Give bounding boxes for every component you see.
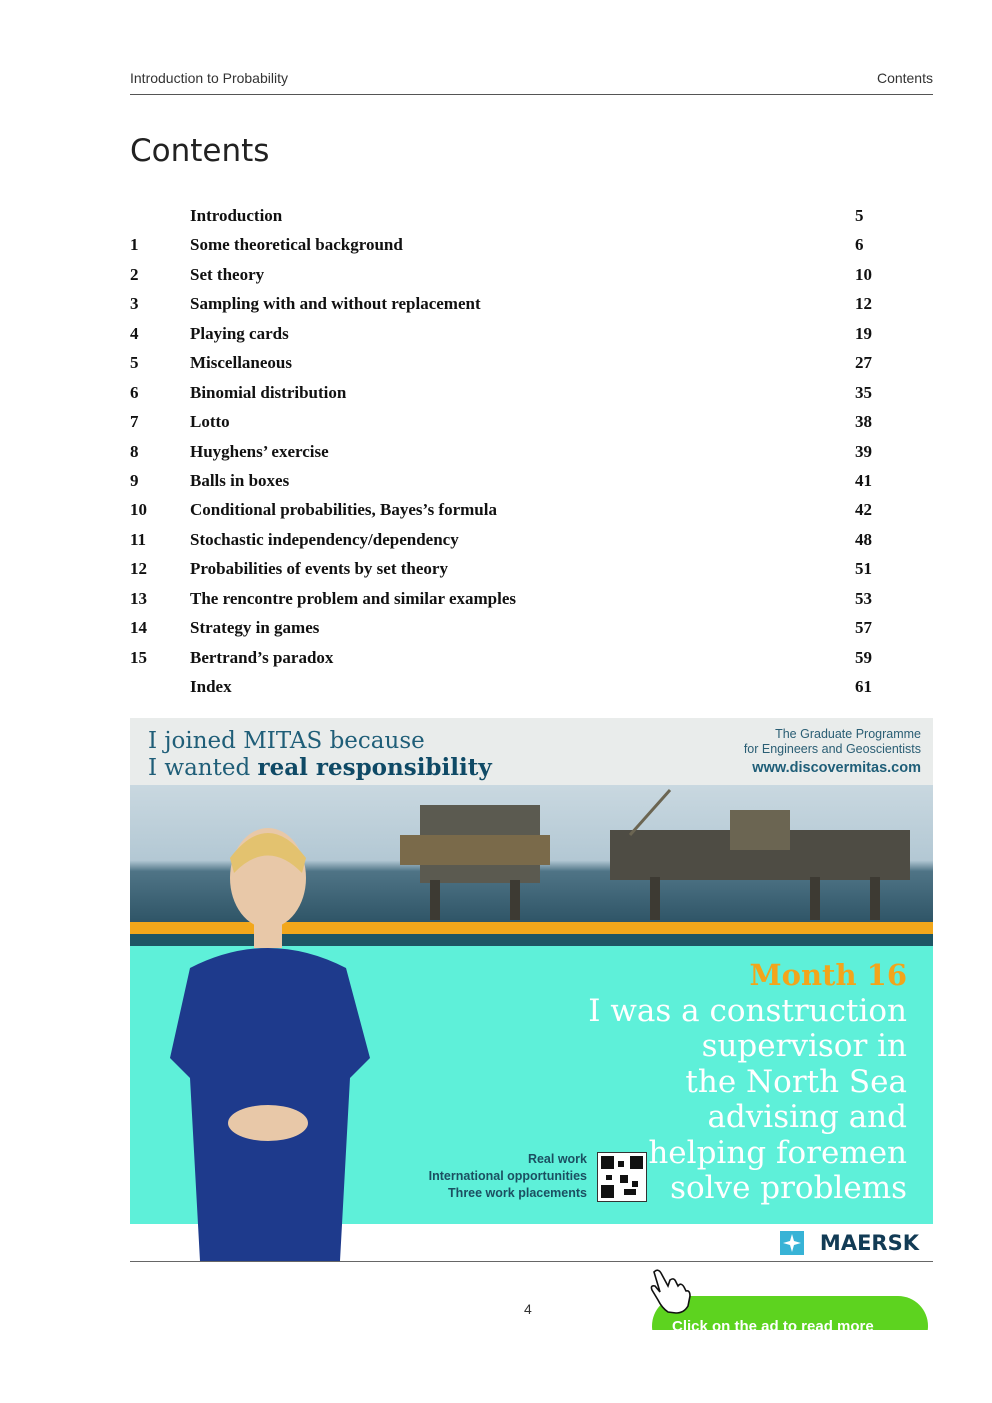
toc-label: Conditional probabilities, Bayes’s formula — [190, 500, 497, 520]
toc-label: Binomial distribution — [190, 382, 347, 402]
ad-programme-line2: for Engineers and Geoscientists — [743, 742, 921, 756]
header-section-title: Contents — [876, 70, 933, 86]
toc-entry[interactable] — [130, 586, 890, 615]
toc-page: 6 — [855, 235, 864, 255]
toc-label: Miscellaneous — [190, 353, 292, 373]
toc-page: 61 — [855, 677, 872, 696]
ad-headline-line2 — [148, 754, 492, 781]
toc-entry[interactable] — [130, 527, 890, 556]
ad-story-line: the North Sea — [685, 1064, 907, 1100]
ad-headline-line1: I joined MITAS because — [148, 728, 425, 754]
toc-entry[interactable] — [130, 439, 890, 468]
toc-entry[interactable] — [130, 645, 890, 674]
toc-number: 11 — [130, 529, 147, 549]
toc-number: 1 — [130, 235, 139, 255]
toc-number: 9 — [130, 470, 139, 490]
maersk-star-icon — [780, 1231, 804, 1255]
toc-page: 51 — [855, 559, 872, 579]
toc-number: 2 — [130, 264, 139, 284]
toc-number: 10 — [130, 500, 147, 520]
toc-page: 53 — [855, 588, 872, 608]
toc-page: 59 — [855, 647, 872, 667]
maersk-logo: MAERSK — [819, 1231, 919, 1255]
toc-number: 7 — [130, 412, 139, 432]
toc-number: 14 — [130, 618, 147, 638]
page-title: Contents — [130, 133, 270, 169]
ad-feature-item: International opportunities — [428, 1169, 587, 1183]
toc-entry[interactable] — [130, 674, 890, 703]
toc-number: 8 — [130, 441, 139, 461]
toc-page: 38 — [855, 412, 872, 432]
toc-page: 27 — [855, 353, 872, 373]
toc-entry[interactable] — [130, 291, 890, 320]
toc-label: The rencontre problem and similar examples — [190, 588, 516, 608]
toc-entry[interactable] — [130, 409, 890, 438]
ad-programme-line1: The Graduate Programme — [775, 727, 921, 741]
toc-entry[interactable] — [130, 232, 890, 261]
toc-label: Index — [190, 677, 232, 696]
toc-label: Lotto — [190, 412, 230, 432]
toc-label: Set theory — [190, 264, 265, 284]
toc-page: 39 — [855, 441, 872, 461]
ad-headline-prefix: I wanted — [148, 755, 258, 781]
toc-page: 48 — [855, 529, 872, 549]
toc-entry[interactable] — [130, 350, 890, 379]
table-of-contents — [130, 203, 890, 703]
toc-page: 42 — [855, 500, 872, 520]
toc-number: 13 — [130, 588, 147, 608]
toc-label: Stochastic independency/dependency — [190, 529, 459, 549]
ad-story-line: I was a construction — [588, 993, 907, 1029]
qr-code-icon[interactable] — [597, 1152, 647, 1202]
toc-page: 10 — [855, 264, 872, 284]
toc-page: 57 — [855, 618, 872, 638]
toc-page: 5 — [855, 206, 864, 225]
ad-feature-item: Real work — [527, 1152, 587, 1166]
ad-feature-item: Three work placements — [448, 1186, 587, 1200]
ad-story-line: solve problems — [670, 1170, 907, 1206]
woman-figure-illustration — [150, 818, 410, 1261]
header-book-title: Introduction to Probability — [130, 70, 288, 86]
page-number: 4 — [524, 1301, 532, 1317]
toc-number: 3 — [130, 294, 139, 314]
toc-entry[interactable] — [130, 468, 890, 497]
toc-label: Balls in boxes — [190, 470, 290, 490]
running-header — [130, 70, 933, 95]
ad-headline-emphasis: real responsibility — [257, 754, 492, 781]
toc-number: 6 — [130, 382, 139, 402]
ad-header — [130, 718, 933, 785]
click-ad-label: Click on the ad to read more — [672, 1318, 874, 1330]
ad-story-line: advising and — [707, 1099, 907, 1135]
footer-rule — [130, 1261, 933, 1262]
toc-page: 12 — [855, 294, 872, 314]
toc-page: 35 — [855, 382, 872, 402]
toc-entry[interactable] — [130, 203, 890, 232]
toc-number: 4 — [130, 323, 139, 343]
toc-label: Probabilities of events by set theory — [190, 559, 448, 579]
hand-cursor-icon — [648, 1268, 692, 1314]
toc-entry[interactable] — [130, 497, 890, 526]
ad-month-heading: Month 16 — [749, 958, 907, 992]
advertisement-banner[interactable] — [130, 718, 933, 1261]
toc-entry[interactable] — [130, 556, 890, 585]
toc-page: 19 — [855, 323, 872, 343]
toc-entry[interactable] — [130, 262, 890, 291]
toc-label: Huyghens’ exercise — [190, 441, 329, 461]
toc-number: 15 — [130, 647, 147, 667]
ad-url-link[interactable]: www.discovermitas.com — [752, 760, 921, 776]
toc-entry[interactable] — [130, 615, 890, 644]
toc-label: Strategy in games — [190, 618, 320, 638]
toc-label: Introduction — [190, 206, 283, 225]
toc-page: 41 — [855, 470, 872, 490]
ad-story-line: helping foremen — [648, 1135, 907, 1171]
toc-entry[interactable] — [130, 380, 890, 409]
toc-label: Playing cards — [190, 323, 289, 343]
toc-label: Bertrand’s paradox — [190, 647, 334, 667]
toc-entry[interactable] — [130, 321, 890, 350]
toc-number: 12 — [130, 559, 147, 579]
toc-label: Some theoretical background — [190, 235, 403, 255]
toc-number: 5 — [130, 353, 139, 373]
toc-label: Sampling with and without replacement — [190, 294, 481, 314]
ad-story-line: supervisor in — [701, 1028, 907, 1064]
click-ad-button[interactable] — [652, 1290, 928, 1330]
